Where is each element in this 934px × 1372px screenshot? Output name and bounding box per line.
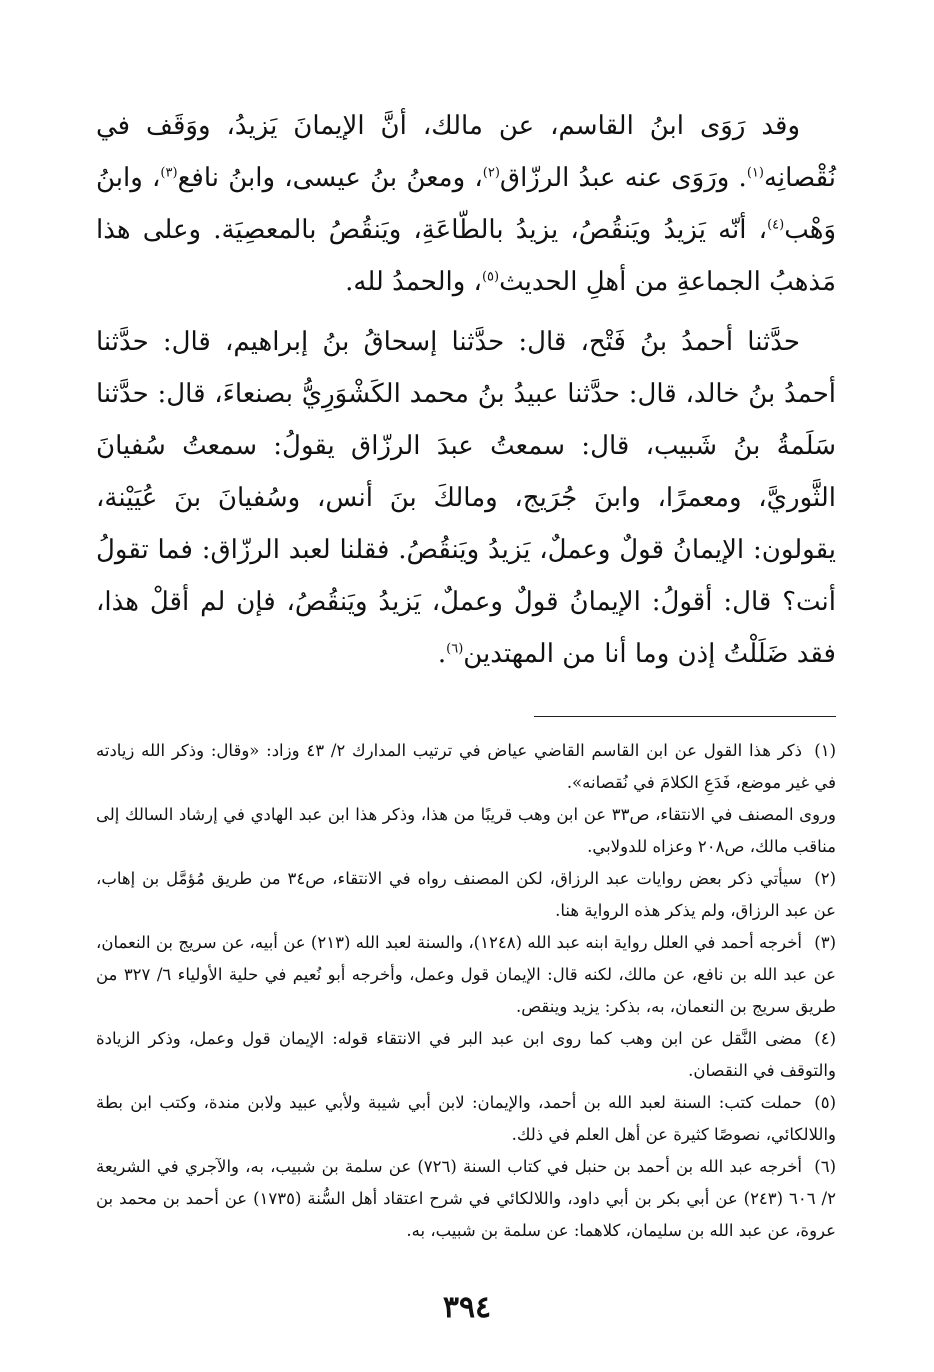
footnote-number: (٤) bbox=[814, 1029, 836, 1048]
paragraph-2 bbox=[96, 316, 836, 680]
footnote-text: حملت كتب: السنة لعبد الله بن أحمد، والإيمان: لابن أبي شيبة ولأبي عبيد ولابن مندة، وكتب ابن بطة واللالكائي، نصوصًا كثيرة عن أهل العلم في ذلك. bbox=[96, 1093, 836, 1144]
paragraph-1 bbox=[96, 100, 836, 308]
footnote-number: (٢) bbox=[814, 869, 836, 888]
footnote-6 bbox=[96, 1151, 836, 1247]
text-run: ، ومعنُ بنُ عيسى، وابنُ نافع bbox=[177, 163, 483, 193]
footnote-number: (١) bbox=[814, 741, 836, 760]
footnote-1 bbox=[96, 735, 836, 799]
footnote-5 bbox=[96, 1087, 836, 1151]
main-text bbox=[96, 100, 836, 680]
footnote-number: (٣) bbox=[814, 933, 836, 952]
text-run: . ورَوَى عنه عبدُ الرزّاق bbox=[499, 163, 747, 193]
footnote-separator-wrap bbox=[96, 688, 836, 735]
footnotes bbox=[96, 735, 836, 1247]
footnote-4 bbox=[96, 1023, 836, 1087]
text-run: ، والحمدُ لله. bbox=[345, 267, 482, 297]
footnote-text: سيأتي ذكر بعض روايات عبد الرزاق، لكن المصنف رواه في الانتقاء، ص٣٤ من طريق مُؤمَّل بن إهاب، عن عبد الرزاق، ولم يذكر هذه الرواية هنا. bbox=[96, 869, 836, 920]
footnote-number: (٦) bbox=[814, 1157, 837, 1176]
footnote-marker-2: (٢) bbox=[482, 165, 500, 181]
footnote-text: أخرجه أحمد في العلل رواية ابنه عبد الله (١٢٤٨)، والسنة لعبد الله (٢١٣) عن أبيه، عن سريج بن النعمان، عن عبد الله بن نافع، عن مالك، لكنه قال: الإيمان قول وعمل، وأخرجه أبو نُعيم في حلية الأولياء ٦/ ٣٢٧ من طريق سريج بن النعمان، به، بذكر: يزيد وينقص. bbox=[96, 933, 836, 1016]
footnote-marker-1: (١) bbox=[746, 165, 764, 181]
footnote-text: ذكر هذا القول عن ابن القاسم القاضي عياض في ترتيب المدارك ٢/ ٤٣ وزاد: «وقال: وذكر الله زيادته في غير موضع، فَدَعِ الكلامَ في نُقصانه». bbox=[96, 741, 836, 792]
footnote-text: مضى النَّقل عن ابن وهب كما روى ابن عبد البر في الانتقاء قوله: الإيمان قول وعمل، وذكر الزيادة والتوقف في النقصان. bbox=[96, 1029, 836, 1080]
footnote-text: أخرجه عبد الله بن أحمد بن حنبل في كتاب السنة (٧٢٦) عن سلمة بن شبيب، به، والآجري في الشريعة ٢/ ٦٠٦ (٢٤٣) عن أبي بكر بن أبي داود، واللالكائي في شرح اعتقاد أهل السُّنة (١٧٣٥) عن أحمد بن محمد بن عروة، عن عبد الله بن سليمان، كلاهما: عن سلمة بن شبيب، به. bbox=[96, 1157, 836, 1240]
text-run: ، أنّه يَزيدُ ويَنقُصُ، يزيدُ بالطّاعَةِ، ويَنقُصُ بالمعصِيَة. وعلى هذا مَذهبُ الجماعةِ من أهلِ الحديث bbox=[96, 215, 836, 297]
footnote-3 bbox=[96, 927, 836, 1023]
footnote-marker-6: (٦) bbox=[446, 641, 464, 657]
footnote-marker-4: (٤) bbox=[767, 217, 785, 233]
text-run: . bbox=[437, 639, 447, 669]
footnote-number: (٥) bbox=[814, 1093, 836, 1112]
footnote-separator bbox=[534, 716, 836, 717]
text-run: حدَّثنا أحمدُ بنُ فَتْح، قال: حدَّثنا إسحاقُ بنُ إبراهيم، قال: حدَّثنا أحمدُ بنُ خالد، قال: حدَّثنا عبيدُ بنُ محمد الكَشْوَرِيُّ بصنعاءَ، قال: حدَّثنا سَلَمةُ بنُ شَبيب، قال: سمعتُ عبدَ الرزّاق يقولُ: سمعتُ سُفيانَ الثَّوريَّ، ومعمرًا، وابنَ جُرَيج، ومالكَ بنَ أنس، وسُفيانَ بنَ عُيَيْنة، يقولون: الإيمانُ قولٌ وعملٌ، يَزيدُ ويَنقُصُ. فقلنا لعبد الرزّاق: فما تقولُ أنت؟ قال: أقولُ: الإيمانُ قولٌ وعملٌ، يَزيدُ ويَنقُصُ، فإن لم أقلْ هذا، فقد ضَلَلْتُ إذن وما أنا من المهتدين bbox=[96, 327, 836, 669]
page-number: ٣٩٤ bbox=[442, 1290, 492, 1325]
footnote-marker-5: (٥) bbox=[481, 269, 500, 285]
footnote-marker-3: (٣) bbox=[160, 165, 178, 181]
footnote-2 bbox=[96, 863, 836, 927]
text-run: ، وابنُ وَهْب bbox=[96, 163, 836, 245]
text-run: وقد رَوَى ابنُ القاسم، عن مالك، أنَّ الإيمانَ يَزيدُ، ووَقَف في نُقْصانِه bbox=[96, 111, 836, 193]
footnote-1-continuation: وروى المصنف في الانتقاء، ص٣٣ عن ابن وهب قريبًا من هذا، وذكر هذا ابن عبد الهادي في إرشاد السالك إلى مناقب مالك، ص٢٠٨ وعزاه للدولابي. bbox=[96, 805, 836, 856]
